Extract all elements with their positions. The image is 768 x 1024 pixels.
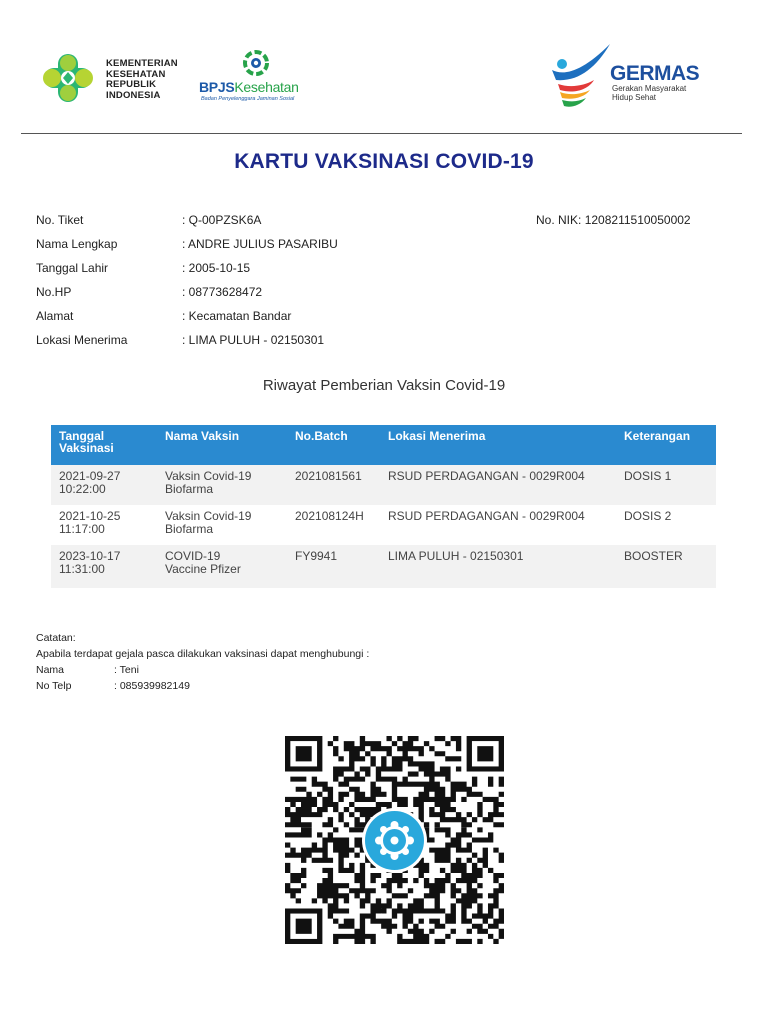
info-value: : 08773628472 <box>182 285 263 299</box>
cell-time-value: 10:22:00 <box>59 482 106 496</box>
info-row-phone <box>36 285 736 309</box>
cell-date <box>51 545 157 588</box>
nik-label: No. NIK: <box>536 213 582 227</box>
info-label: No.HP <box>36 285 72 299</box>
vaccination-table <box>51 425 716 588</box>
bpjs-emblem-icon <box>239 48 273 78</box>
info-label: Nama Lengkap <box>36 237 118 251</box>
column-header-date-line-1: Tanggal <box>59 429 105 443</box>
qr-center-badge <box>362 808 427 873</box>
info-label: Tanggal Lahir <box>36 261 109 275</box>
qr-code <box>285 736 504 944</box>
cell-vaccine-line-1: Vaksin Covid-19 <box>165 509 252 523</box>
info-row-birthdate <box>36 261 736 285</box>
contact-label: Nama <box>36 664 65 676</box>
cell-location: RSUD PERDAGANGAN - 0029R004 <box>380 465 616 505</box>
info-label: Alamat <box>36 309 74 323</box>
cell-batch: 202108124H <box>287 505 380 545</box>
cell-date-value: 2023-10-17 <box>59 549 121 563</box>
column-header-batch: No.Batch <box>287 425 380 465</box>
contact-phone-row <box>36 678 436 694</box>
contact-name-row <box>36 662 436 678</box>
kemenkes-emblem-icon <box>38 52 100 104</box>
nik-value: 1208211510050002 <box>584 213 691 227</box>
contact-label: No Telp <box>36 680 72 692</box>
cell-vaccine <box>157 545 287 588</box>
info-value: : Q-00PZSK6A <box>182 213 262 227</box>
cell-note: DOSIS 1 <box>616 465 716 505</box>
contact-value: : 085939982149 <box>114 680 190 692</box>
cell-location: LIMA PULUH - 02150301 <box>380 545 616 588</box>
cell-vaccine-line-2: Vaccine Pfizer <box>165 562 241 576</box>
column-header-note: Keterangan <box>616 425 716 465</box>
info-row-location <box>36 333 736 357</box>
table-row <box>51 545 716 588</box>
cell-time-value: 11:17:00 <box>59 522 105 536</box>
bpjs-name-b: Kesehatan <box>234 79 299 95</box>
cell-location: RSUD PERDAGANGAN - 0029R004 <box>380 505 616 545</box>
nik-field <box>536 213 691 227</box>
header-divider <box>21 133 742 134</box>
germas-emblem-icon <box>548 42 610 114</box>
info-value: : Kecamatan Bandar <box>182 309 292 323</box>
info-value: : 2005-10-15 <box>182 261 251 275</box>
cell-date <box>51 505 157 545</box>
cell-vaccine-line-1: Vaksin Covid-19 <box>165 469 252 483</box>
info-value: : ANDRE JULIUS PASARIBU <box>182 237 338 251</box>
table-row <box>51 505 716 545</box>
germas-tagline-1: Gerakan Masyarakat <box>612 84 687 93</box>
cell-batch: FY9941 <box>287 545 380 588</box>
info-row-name <box>36 237 736 261</box>
kemenkes-logo <box>38 52 188 104</box>
contact-value: : Teni <box>114 664 139 676</box>
cell-batch: 2021081561 <box>287 465 380 505</box>
cell-date-value: 2021-09-27 <box>59 469 121 483</box>
cell-note: BOOSTER <box>616 545 716 588</box>
cell-note: DOSIS 2 <box>616 505 716 545</box>
header <box>0 0 768 134</box>
table-header-row <box>51 425 716 465</box>
bpjs-name-a: BPJS <box>199 79 235 95</box>
kemenkes-line-4: INDONESIA <box>106 89 161 101</box>
bpjs-tagline: Badan Penyelenggara Jaminan Sosial <box>201 96 295 102</box>
column-header-vaccine: Nama Vaksin <box>157 425 287 465</box>
cell-vaccine-line-2: Biofarma <box>165 522 214 536</box>
table-row <box>51 465 716 505</box>
notes-section <box>36 630 436 694</box>
kemenkes-line-1: KEMENTERIAN <box>106 58 178 69</box>
column-header-date <box>51 425 157 465</box>
notes-heading: Catatan: <box>36 632 76 644</box>
cell-vaccine-line-1: COVID-19 <box>165 549 221 563</box>
cell-vaccine <box>157 505 287 545</box>
bpjs-logo <box>199 48 319 106</box>
info-label: No. Tiket <box>36 213 84 227</box>
germas-logo <box>548 42 718 114</box>
column-header-date-line-2: Vaksinasi <box>59 441 114 455</box>
kemenkes-line-2: KESEHATAN <box>106 68 166 80</box>
info-row-address <box>36 309 736 333</box>
pedulilindungi-logo-icon <box>365 811 424 870</box>
cell-vaccine-line-2: Biofarma <box>165 482 214 496</box>
page-title: KARTU VAKSINASI COVID-19 <box>234 150 534 173</box>
germas-tagline <box>612 85 686 102</box>
cell-date-value: 2021-10-25 <box>59 509 121 523</box>
info-value: : LIMA PULUH - 02150301 <box>182 333 325 347</box>
germas-tagline-2: Hidup Sehat <box>612 92 657 102</box>
column-header-location: Lokasi Menerima <box>380 425 616 465</box>
notes-text: Apabila terdapat gejala pasca dilakukan vaksinasi dapat menghubungi : <box>36 648 370 660</box>
info-label: Lokasi Menerima <box>36 333 128 347</box>
history-title: Riwayat Pemberian Vaksin Covid-19 <box>262 377 506 394</box>
kemenkes-name <box>106 59 178 101</box>
bpjs-name <box>199 79 299 95</box>
kemenkes-line-3: REPUBLIK <box>106 79 157 90</box>
patient-info <box>36 213 736 357</box>
cell-date <box>51 465 157 505</box>
germas-title: GERMAS <box>610 62 700 85</box>
cell-time-value: 11:31:00 <box>59 562 105 576</box>
cell-vaccine <box>157 465 287 505</box>
